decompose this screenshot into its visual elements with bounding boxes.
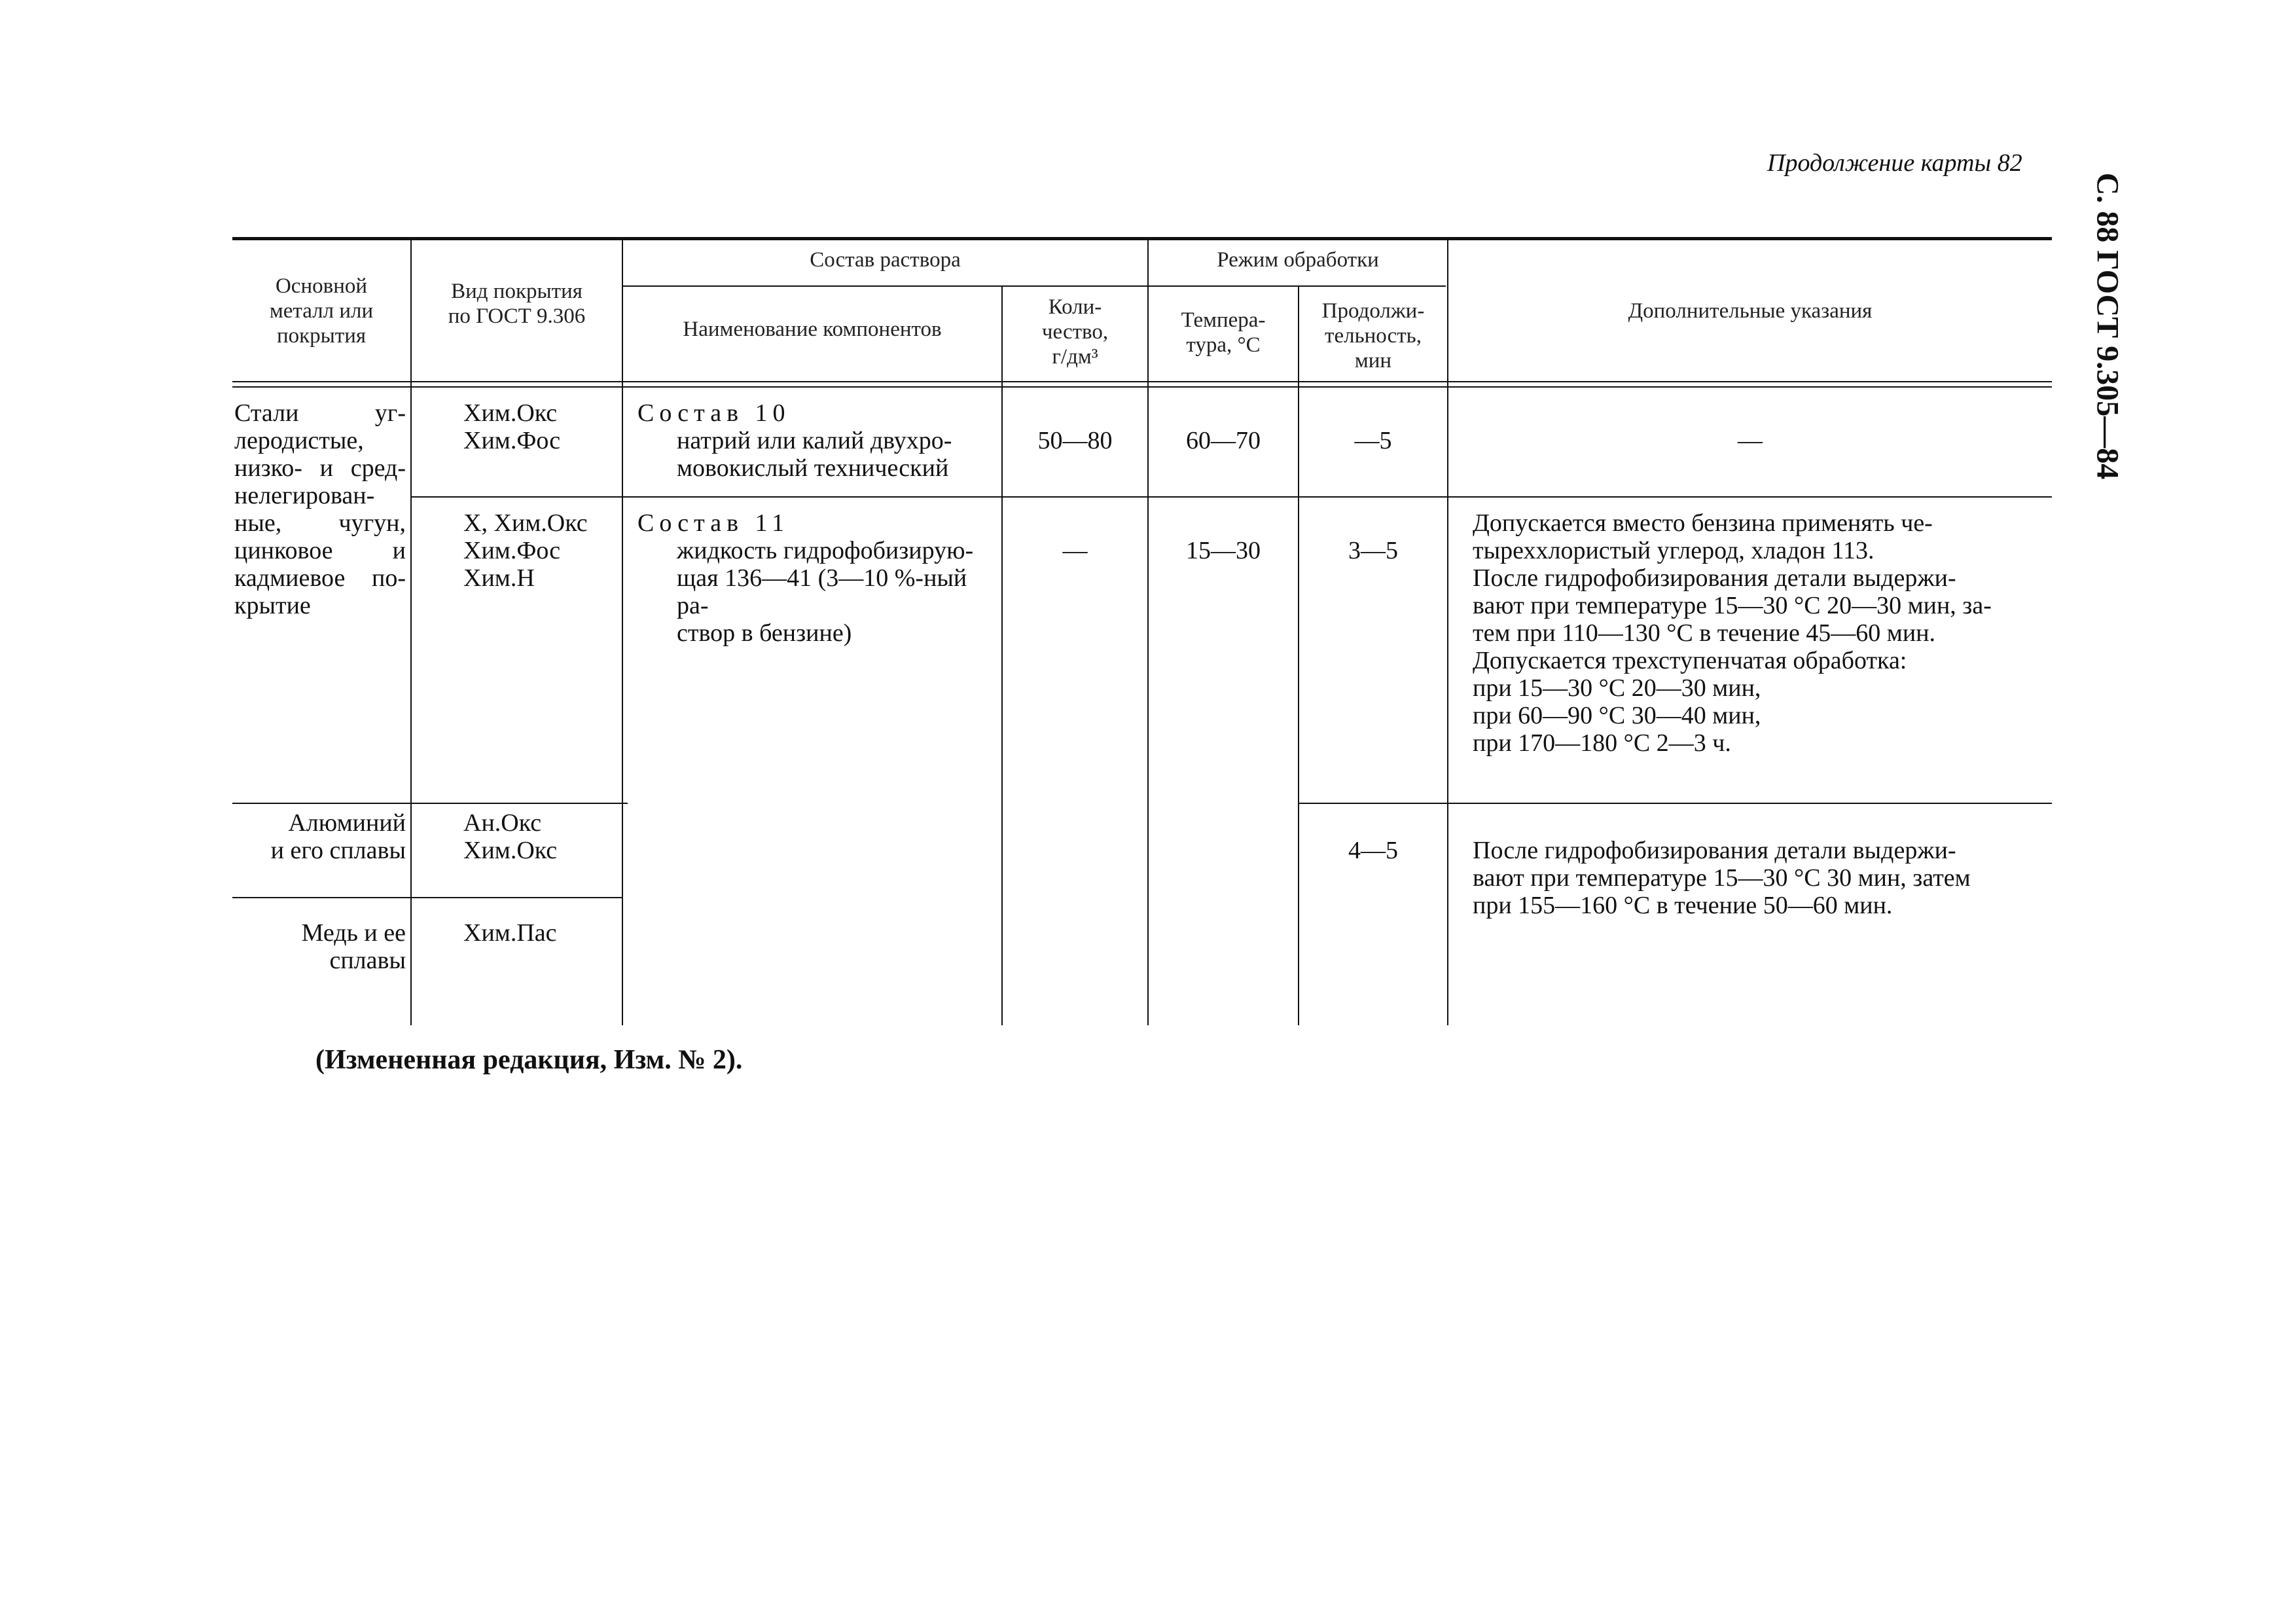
header-notes: Дополнительные указания	[1628, 299, 1873, 323]
row-rule-mode	[1298, 803, 2052, 804]
col-rule-3	[1001, 287, 1003, 1025]
col-rule-1	[410, 238, 412, 1025]
composition-10-notes: —	[1738, 427, 1763, 454]
base-metal-steel: Стали уг- леродистые, низко- и сред- нелегирован- ные, чугун, цинковое и кадмиевое по- крытие	[234, 399, 406, 619]
composition-10-title: Состав 10	[637, 399, 791, 427]
composition-10-duration: —5	[1354, 427, 1392, 454]
coating-row-2: Х, Хим.Окс Хим.Фос Хим.Н	[463, 509, 588, 592]
header-mode-group: Режим обработки	[1217, 248, 1379, 272]
table-top-border	[232, 237, 2052, 240]
row-rule-1	[411, 496, 2052, 498]
header-quantity: Коли- чество, г/дм³	[1041, 295, 1109, 369]
composition-11-temperature: 15—30	[1186, 537, 1261, 564]
aluminium-notes: После гидрофобизирования детали выдержи- вают при температуре 15—30 °С 30 мин, затем при 155—160 °С в течение 50—60 мин.	[1473, 837, 1971, 919]
composition-10-quantity: 50—80	[1037, 427, 1113, 454]
composition-10-components: натрий или калий двухро- мовокислый технический	[677, 427, 952, 482]
col-rule-2	[622, 238, 623, 1025]
header-bottom-rule-1	[232, 381, 2052, 382]
row-rule-steel	[232, 803, 628, 804]
col-rule-6	[1447, 238, 1448, 1025]
base-metal-aluminium: Алюминий и его сплавы	[270, 809, 406, 864]
side-label	[2065, 156, 2150, 496]
continuation-label: Продолжение карты 82	[1767, 149, 2022, 177]
header-duration: Продолжи- тельность, мин	[1321, 299, 1425, 373]
coating-row-3: Ан.Окс Хим.Окс	[463, 809, 558, 864]
coating-row-1: Хим.Окс Хим.Фос	[463, 399, 561, 454]
side-label-text: С. 88 ГОСТ 9.305—84	[2090, 172, 2125, 480]
header-base-metal: Основной металл или покрытия	[269, 274, 374, 348]
composition-11-quantity: —	[1062, 537, 1088, 564]
composition-11-duration: 3—5	[1348, 537, 1398, 564]
header-bottom-rule-2	[232, 386, 2052, 388]
aluminium-duration: 4—5	[1348, 837, 1398, 864]
composition-10-temperature: 60—70	[1186, 427, 1261, 454]
header-temperature: Темпера- тура, °С	[1181, 308, 1266, 357]
header-component-name: Наименование компонентов	[683, 318, 942, 341]
header-sub-rule-solution	[622, 285, 1446, 287]
amendment-note: (Измененная редакция, Изм. № 2).	[315, 1045, 743, 1075]
header-solution-group: Состав раствора	[810, 248, 961, 272]
header-coating-type: Вид покрытия по ГОСТ 9.306	[448, 280, 586, 328]
coating-row-4: Хим.Пас	[463, 919, 557, 947]
composition-11-notes: Допускается вместо бензина применять че- тыреххлористый углерод, хладон 113. После гидрофобизирования детали выдержи- вают при температуре 15—30 °С 20—30 мин, за- тем при 110—130 °С в течение 45—60 мин. Допускается трехступенчатая обработка: при 15—30 °С 20—30 мин, при 60—90 °С 30—40 мин, при 170—180 °С 2—3 ч.	[1473, 509, 1992, 757]
row-rule-aluminium	[232, 897, 622, 898]
col-rule-5	[1298, 287, 1299, 1025]
composition-11-title: Состав 11	[637, 509, 790, 537]
base-metal-copper: Медь и ее сплавы	[301, 919, 406, 974]
composition-11-components: жидкость гидрофобизирую- щая 136—41 (3—10 %-ный ра- створ в бензине)	[677, 537, 974, 647]
